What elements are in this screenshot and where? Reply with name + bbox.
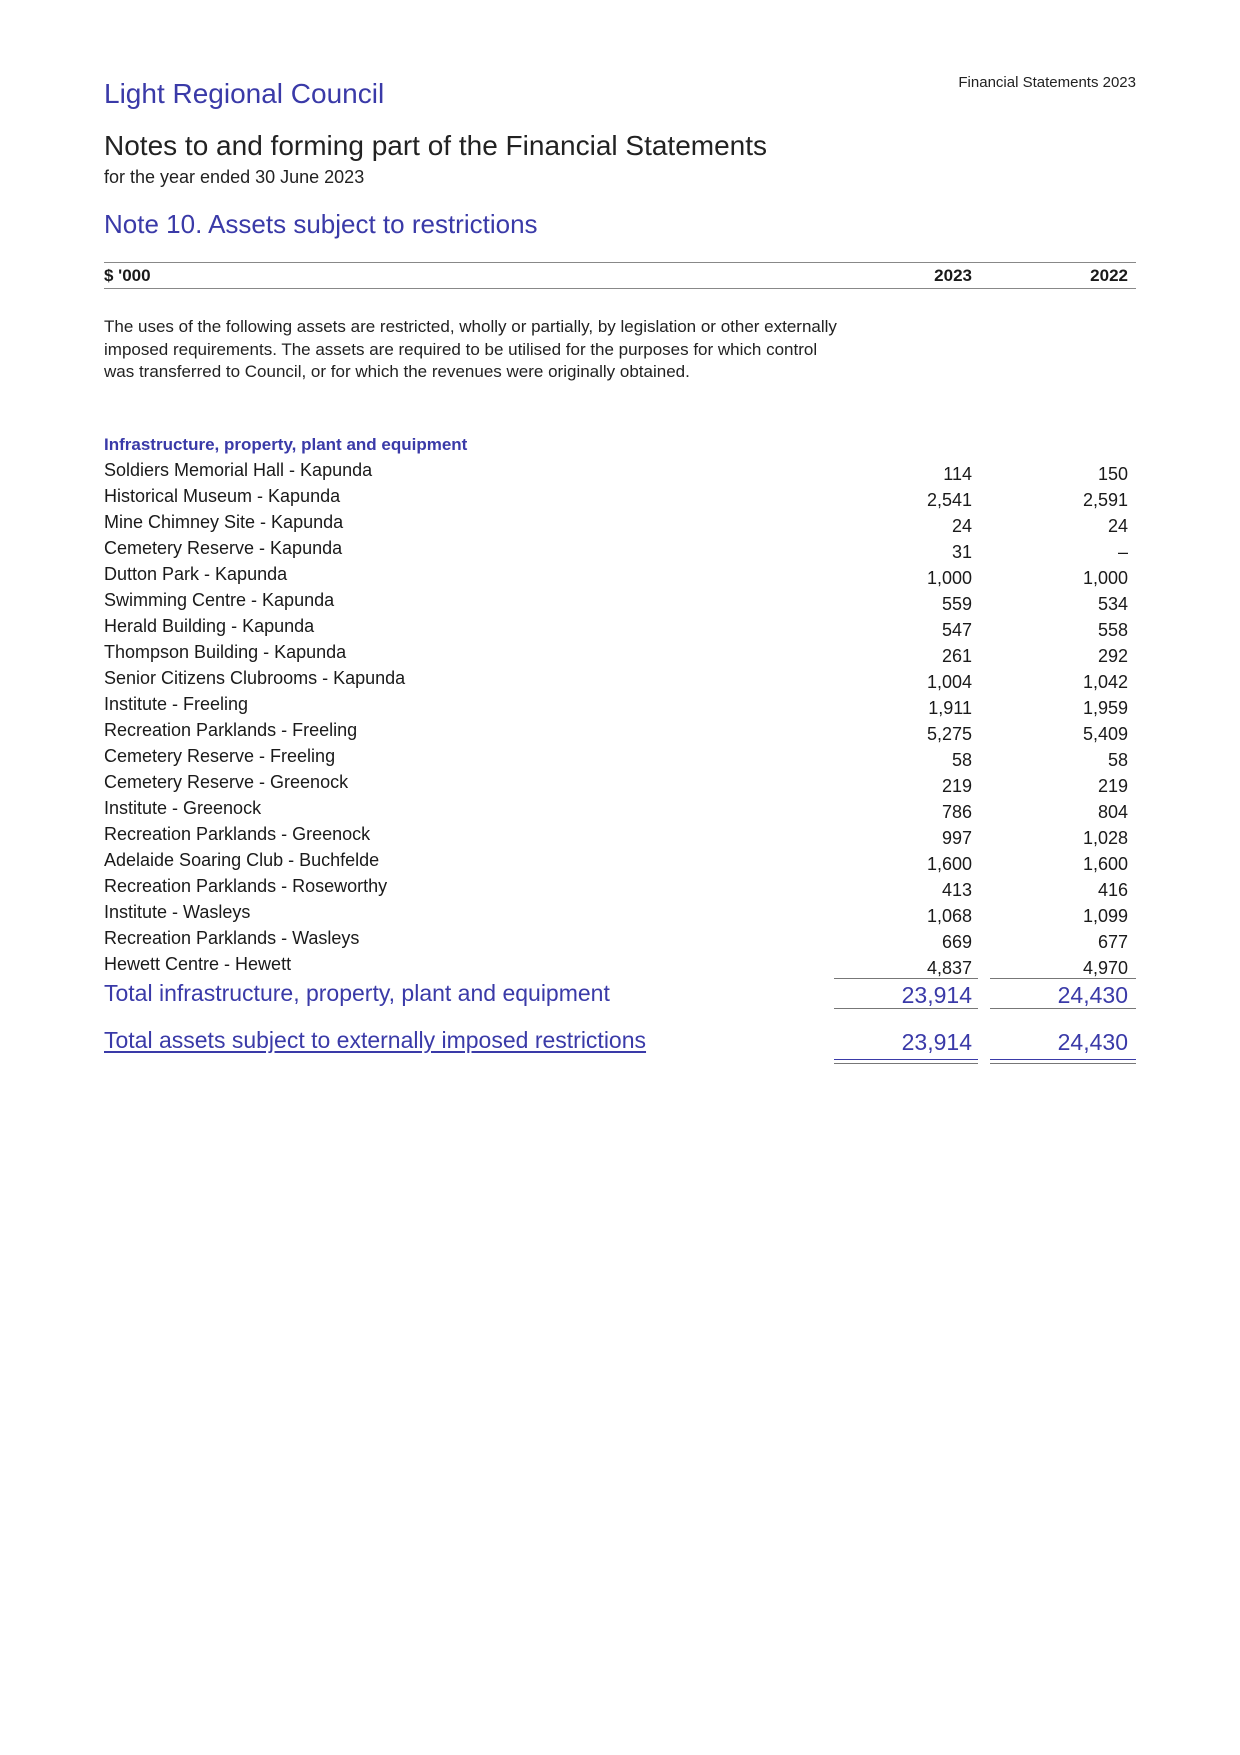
grand-total-rule-2023 [834, 1059, 978, 1060]
row-value-2023: 1,068 [926, 906, 972, 926]
unit-label: $ '000 [104, 266, 151, 285]
row-value-2023: 58 [951, 750, 972, 770]
row-value-2022: 24 [1107, 516, 1128, 536]
row-value-2023: 669 [941, 932, 972, 952]
subtotal-bottom-rule-2022 [990, 1008, 1136, 1009]
table-row [104, 692, 1136, 718]
row-value-2022: 558 [1097, 620, 1128, 640]
row-value-2022: 150 [1097, 464, 1128, 484]
table-row [104, 510, 1136, 536]
table-row [104, 536, 1136, 562]
table-row [104, 926, 1136, 952]
table-row [104, 822, 1136, 848]
row-label: Swimming Centre - Kapunda [104, 590, 335, 610]
grand-total-2023: 23,914 [901, 1029, 972, 1055]
table-row [104, 796, 1136, 822]
row-label: Recreation Parklands - Roseworthy [104, 876, 388, 896]
subtotal-rule-2022 [990, 978, 1136, 979]
table-row [104, 874, 1136, 900]
row-value-2022: 5,409 [1082, 724, 1128, 744]
row-label: Soldiers Memorial Hall - Kapunda [104, 460, 373, 480]
row-label: Dutton Park - Kapunda [104, 564, 288, 584]
page-subtitle: for the year ended 30 June 2023 [104, 167, 365, 187]
row-value-2023: 261 [941, 646, 972, 666]
column-header-2022: 2022 [1090, 266, 1128, 285]
row-label: Cemetery Reserve - Kapunda [104, 538, 343, 558]
row-value-2023: 24 [951, 516, 972, 536]
row-label: Recreation Parklands - Wasleys [104, 928, 360, 948]
row-label: Herald Building - Kapunda [104, 616, 315, 636]
row-value-2022: 416 [1097, 880, 1128, 900]
row-value-2023: 114 [943, 464, 972, 484]
row-label: Institute - Freeling [104, 694, 249, 714]
row-value-2022: 219 [1097, 776, 1128, 796]
row-value-2022: 534 [1097, 594, 1128, 614]
table-row [104, 848, 1136, 874]
note-title: Note 10. Assets subject to restrictions [104, 209, 538, 239]
row-value-2022: 677 [1097, 932, 1128, 952]
row-label: Institute - Wasleys [104, 902, 251, 922]
row-value-2022: – [1117, 542, 1128, 562]
row-label: Mine Chimney Site - Kapunda [104, 512, 344, 532]
row-value-2023: 2,541 [926, 490, 972, 510]
table-row [104, 562, 1136, 588]
row-label: Recreation Parklands - Freeling [104, 720, 358, 740]
grand-total-label: Total assets subject to externally imposed restrictions [104, 1027, 647, 1053]
table-row [104, 458, 1136, 484]
row-value-2022: 1,028 [1082, 828, 1128, 848]
row-value-2023: 1,600 [926, 854, 972, 874]
table-row [104, 952, 1136, 978]
grand-total-row [104, 1027, 1136, 1057]
table-header [104, 262, 1136, 289]
row-label: Hewett Centre - Hewett [104, 954, 292, 974]
row-value-2022: 1,042 [1082, 672, 1128, 692]
row-label: Cemetery Reserve - Greenock [104, 772, 349, 792]
row-value-2022: 4,970 [1082, 958, 1128, 978]
table-row [104, 666, 1136, 692]
grand-total-2022: 24,430 [1057, 1029, 1128, 1055]
row-label: Historical Museum - Kapunda [104, 486, 341, 506]
row-value-2023: 413 [941, 880, 972, 900]
row-value-2022: 1,959 [1082, 698, 1128, 718]
row-value-2023: 559 [941, 594, 972, 614]
row-label: Thompson Building - Kapunda [104, 642, 347, 662]
row-value-2022: 292 [1097, 646, 1128, 666]
row-label: Recreation Parklands - Greenock [104, 824, 371, 844]
row-value-2023: 547 [941, 620, 972, 640]
subtotal-2022: 24,430 [1057, 982, 1128, 1008]
row-label: Senior Citizens Clubrooms - Kapunda [104, 668, 406, 688]
row-label: Institute - Greenock [104, 798, 262, 818]
row-value-2023: 219 [941, 776, 972, 796]
subtotal-2023: 23,914 [901, 982, 972, 1008]
row-value-2022: 1,600 [1082, 854, 1128, 874]
column-header-2023: 2023 [934, 266, 972, 285]
table-row [104, 900, 1136, 926]
grand-total-double-rule-2023 [834, 1063, 978, 1064]
table-row [104, 770, 1136, 796]
row-value-2023: 5,275 [926, 724, 972, 744]
subtotal-bottom-rule-2023 [834, 1008, 978, 1009]
organisation-name: Light Regional Council [104, 78, 385, 109]
subtotal-label: Total infrastructure, property, plant and equipment [104, 980, 610, 1006]
row-value-2023: 1,000 [926, 568, 972, 588]
row-value-2023: 31 [951, 542, 972, 562]
row-label: Cemetery Reserve - Freeling [104, 746, 336, 766]
table-row [104, 744, 1136, 770]
row-value-2023: 997 [941, 828, 972, 848]
row-value-2023: 4,837 [926, 958, 972, 978]
table-row [104, 718, 1136, 744]
row-value-2023: 1,911 [928, 698, 972, 718]
row-value-2022: 58 [1107, 750, 1128, 770]
section-label: Infrastructure, property, plant and equipment [104, 435, 468, 454]
intro-paragraph: The uses of the following assets are restricted, wholly or partially, by legislation or other externally imposed requirements. The assets are required to be utilised for the purposes for which control was transferred to Council, or for which the revenues were originally obtained. [104, 317, 837, 381]
row-value-2022: 1,099 [1082, 906, 1128, 926]
row-value-2022: 804 [1097, 802, 1128, 822]
subtotal-rule-2023 [834, 978, 978, 979]
subtotal-row [104, 980, 1136, 1010]
table-row [104, 614, 1136, 640]
row-value-2022: 2,591 [1082, 490, 1128, 510]
row-value-2022: 1,000 [1082, 568, 1128, 588]
row-value-2023: 1,004 [926, 672, 972, 692]
table-row [104, 484, 1136, 510]
document-label: Financial Statements 2023 [958, 74, 1136, 91]
table-row [104, 588, 1136, 614]
asset-rows [104, 458, 1136, 978]
grand-total-double-rule-2022 [990, 1063, 1136, 1064]
row-label: Adelaide Soaring Club - Buchfelde [104, 850, 380, 870]
grand-total-rule-2022 [990, 1059, 1136, 1060]
table-row [104, 640, 1136, 666]
row-value-2023: 786 [941, 802, 972, 822]
page-title: Notes to and forming part of the Financial Statements [104, 130, 768, 161]
